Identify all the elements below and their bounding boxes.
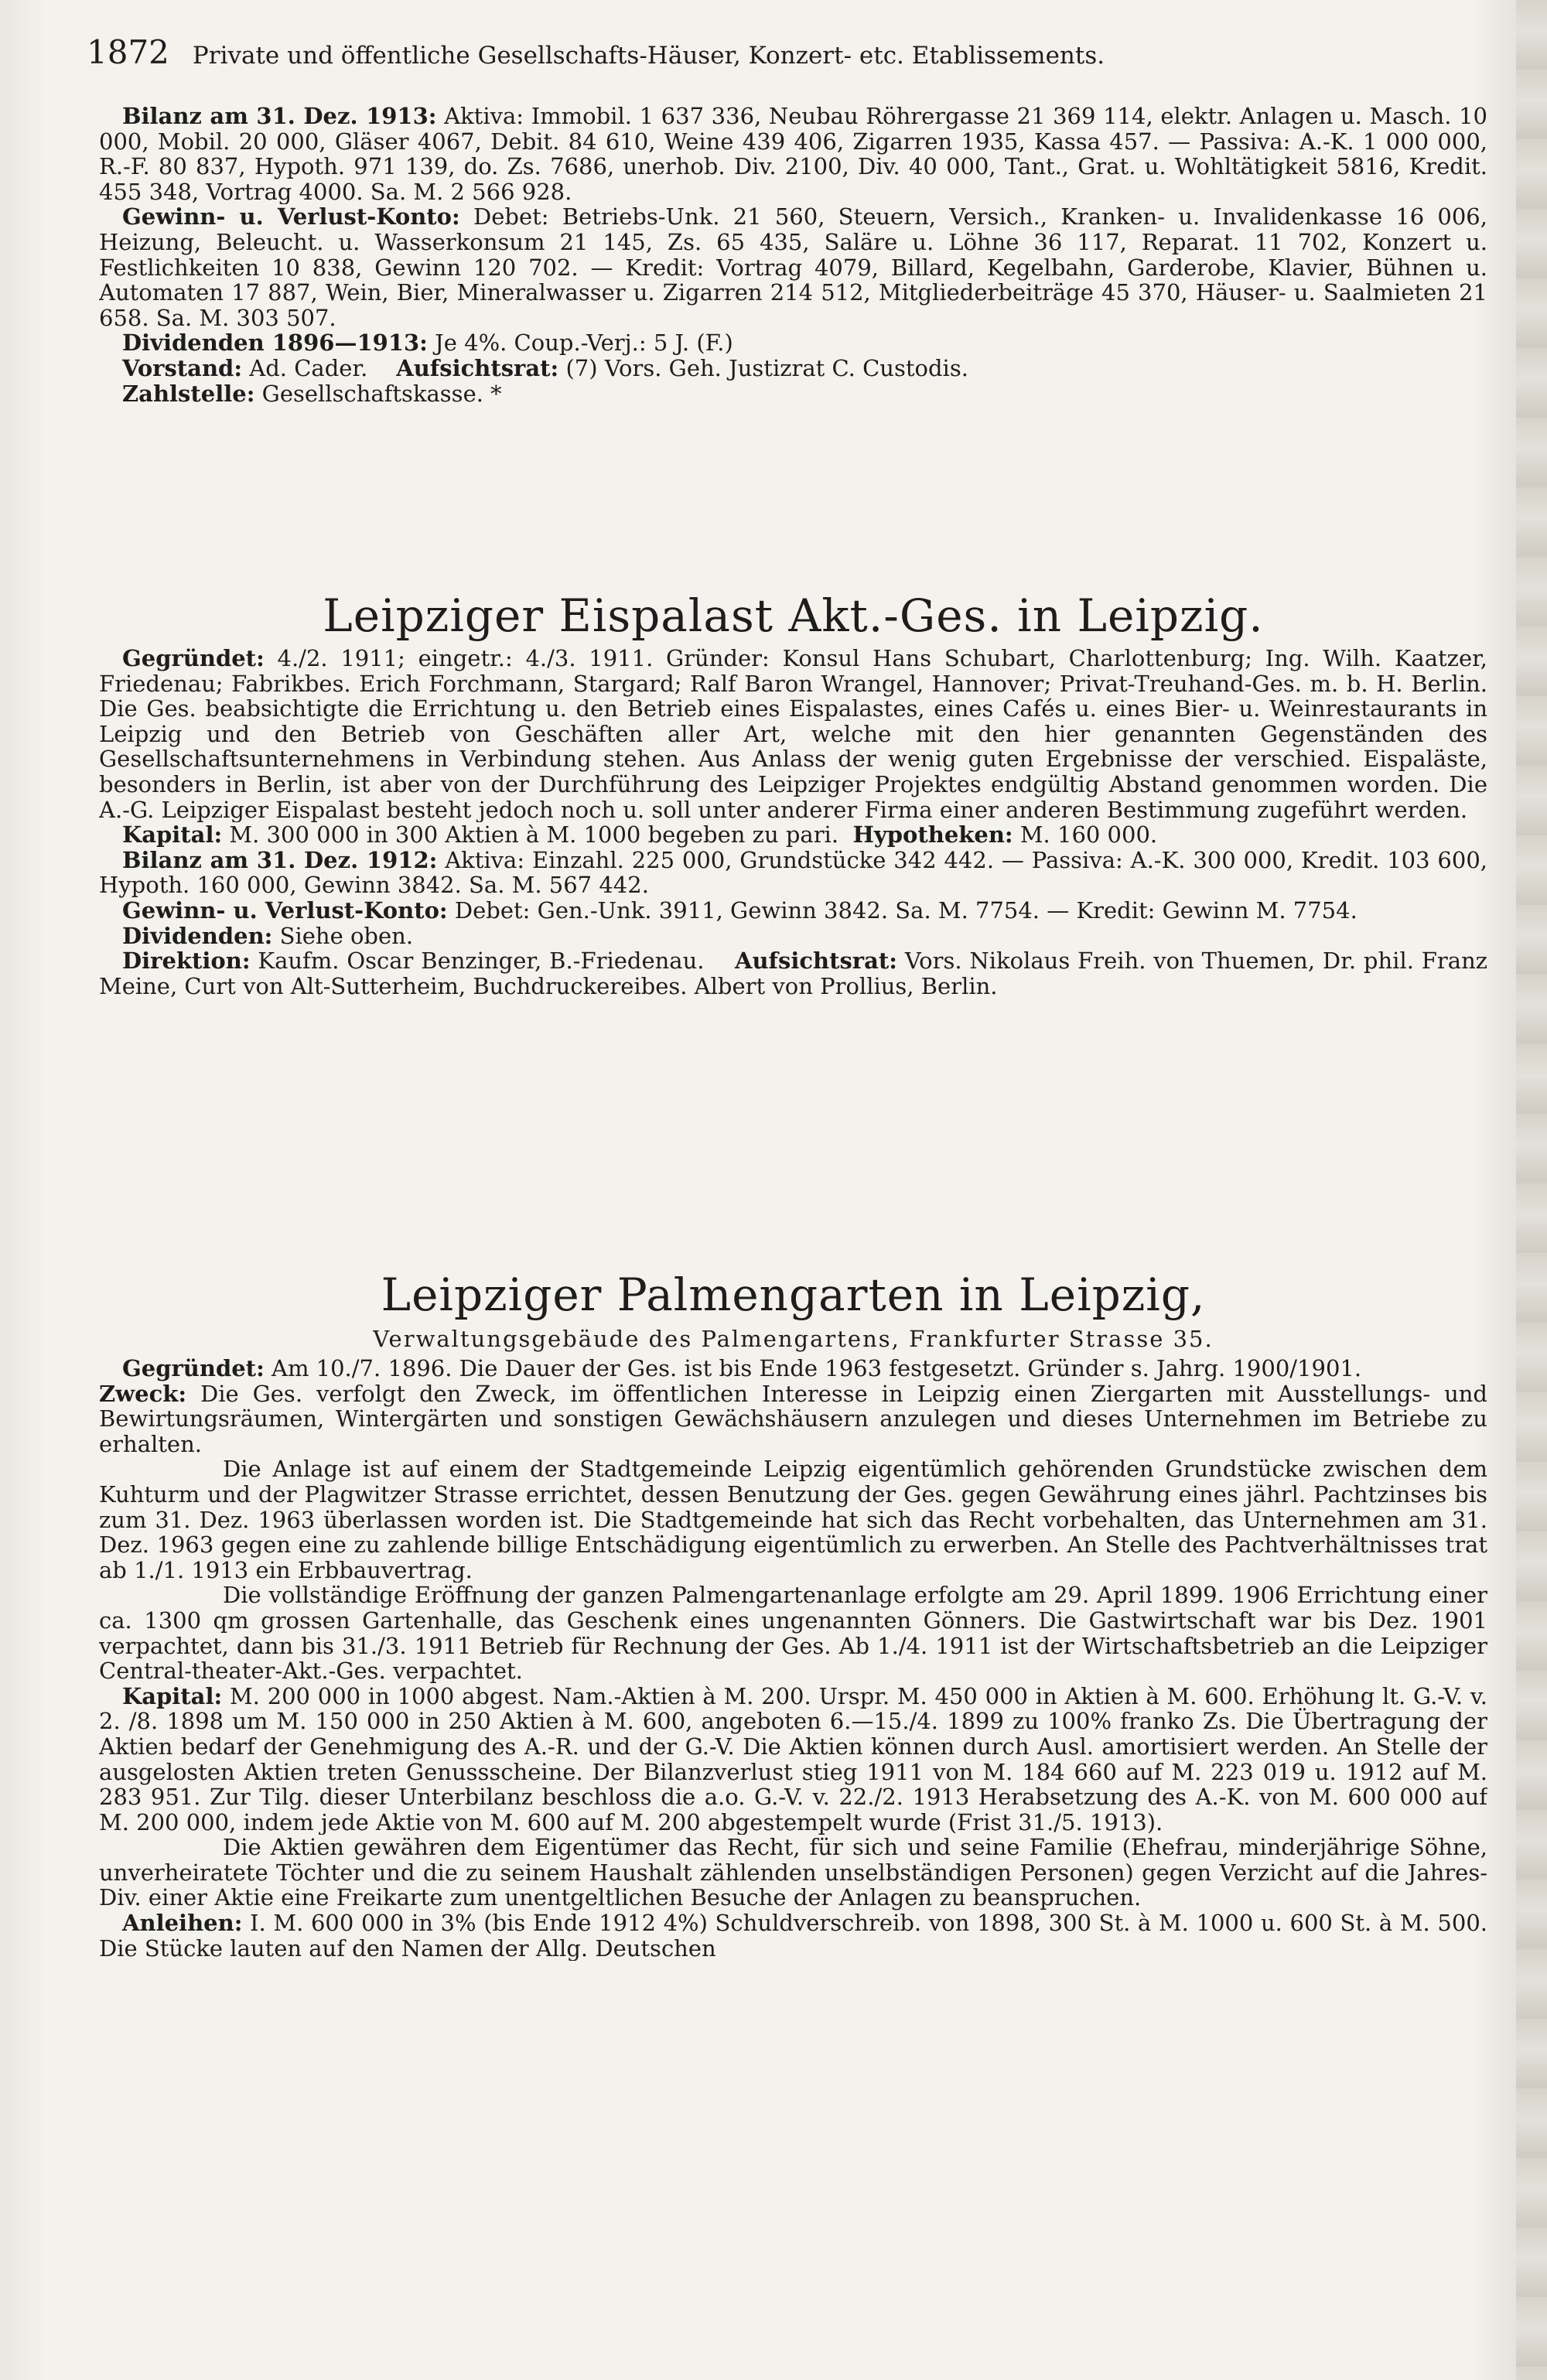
bilanz-text: Aktiva: Einzahl. 225 000, Grundstücke 342 442. — Passiva: A.-K. 300 000, Kredit. 103 600, Hypoth. 160 000, Gewinn 3842. Sa. M. 567 442. — [99, 847, 1487, 898]
bilanz-label: Bilanz am 31. Dez. 1913: — [122, 104, 437, 129]
zweck-paragraph — [99, 1381, 1487, 1457]
aufsichtsrat-text: Vors. Nikolaus Freih. von Thuemen, Dr. phil. Franz Meine, Curt von Alt-Sutterheim, Buchdruckereibes. Albert von Prollius, Berlin. — [99, 948, 1487, 999]
kapital-paragraph — [99, 822, 1487, 848]
aufsichtsrat-label: Aufsichtsrat: — [734, 948, 897, 975]
aktien-paragraph: Die Aktien gewähren dem Eigentümer das Recht, für sich und seine Familie (Ehefrau, minderjährige Söhne, unverheiratete Töchter und die zu seinem Haushalt zählenden unselbständigen Personen) gegen Verzicht auf die Jahres-Div. einer Aktie eine Freikarte zum unentgeltlichen Besuche der Anlagen zu beanspruchen. — [99, 1835, 1487, 1911]
zweck-text: Die Ges. verfolgt den Zweck, im öffentlichen Interesse in Leipzig einen Ziergarten mit Ausstellungs- und Bewirtungsräumen, Wintergärten und sonstigen Gewächshäusern anzulegen und dieses Unternehmen im Betriebe zu erhalten. — [99, 1381, 1487, 1457]
page-edge-shadow — [1516, 0, 1547, 2380]
dividenden-text: Siehe oben. — [279, 923, 414, 949]
previous-company-section — [99, 104, 1487, 537]
bilanz-label: Bilanz am 31. Dez. 1912: — [122, 847, 438, 873]
bilanz-text: Aktiva: Immobil. 1 637 336, Neubau Röhrergasse 21 369 114, elektr. Anlagen u. Masch. 10 000, Mobil. 20 000, Gläser 4067, Debit. 84 610, Weine 439 406, Zigarren 1935, Kassa 457. — Passiva: A.-K. 1 000 000, R.-F. 80 837, Hypoth. 971 139, do. Zs. 7686, unerhob. Div. 2100, Div. 40 000, Tant., Grat. u. Wohltätigkeit 5816, Kredit. 455 348, Vortrag 4000. Sa. M. 2 566 928. — [99, 104, 1487, 205]
anleihen-label: Anleihen: — [122, 1910, 243, 1937]
running-header — [87, 29, 1479, 76]
gegruendet-label: Gegründet: — [122, 1356, 265, 1381]
guv-text: Debet: Gen.-Unk. 3911, Gewinn 3842. Sa. M. 7754. — Kredit: Gewinn M. 7754. — [454, 897, 1357, 924]
direktion-label: Direktion: — [122, 948, 251, 975]
zahlstelle-text: Gesellschaftskasse. * — [261, 381, 502, 407]
aufsichtsrat-label: Aufsichtsrat: — [396, 355, 559, 381]
hypotheken-text: M. 160 000. — [1019, 822, 1158, 848]
eroeffnung-paragraph: Die vollständige Eröffnung der ganzen Palmengartenanlage erfolgte am 29. April 1899. 1906 Errichtung einer ca. 1300 qm grossen Gartenhalle, das Geschenk eines ungenannten Gönners. Die Gastwirtschaft war bis Dez. 1901 verpachtet, dann bis 31./3. 1911 Betrieb für Rechnung der Ges. Ab 1./4. 1911 ist der Wirtschaftsbetrieb an die Leipziger Central-theater-Akt.-Ges. verpachtet. — [99, 1583, 1487, 1684]
dividenden-paragraph — [99, 330, 1487, 356]
gegruendet-text: 4./2. 1911; eingetr.: 4./3. 1911. Gründer: Konsul Hans Schubart, Charlottenburg; Ing. Wilh. Kaatzer, Friedenau; Fabrikbes. Erich Forchmann, Stargard; Ralf Baron Wrangel, Hannover; Privat-Treuhand-Ges. m. b. H. Berlin. Die Ges. beabsichtigte die Errichtung u. den Betrieb eines Eispalastes, eines Cafés u. eines Bier- u. Weinrestaurants in Leipzig und den Betrieb von Geschäften aller Art, welche mit den hier genannten Gegenständen des Gesellschaftsunternehmens in Verbindung stehen. Aus Anlass der wenig guten Ergebnisse der verschied. Eispaläste, besonders in Berlin, ist aber von der Durchführung des Leipziger Projektes endgültig Abstand genommen worden. Die A.-G. Leipziger Eispalast besteht jedoch noch u. soll unter anderer Firma einer anderen Bestimmung zugeführt werden. — [99, 646, 1487, 823]
guv-label: Gewinn- u. Verlust-Konto: — [122, 204, 460, 230]
dividenden-label: Dividenden: — [122, 923, 273, 949]
gegruendet-label: Gegründet: — [122, 646, 265, 671]
bilanz-1913-paragraph — [99, 104, 1487, 204]
eispalast-section — [99, 586, 1487, 1243]
kapital-text: M. 300 000 in 300 Aktien à M. 1000 begeben zu pari. — [229, 822, 839, 848]
palmengarten-title: Leipziger Palmengarten in Leipzig, — [381, 1269, 1206, 1321]
guv-paragraph — [99, 204, 1487, 330]
kapital-label: Kapital: — [122, 822, 223, 848]
zahlstelle-label: Zahlstelle: — [122, 381, 255, 407]
anleihen-paragraph — [99, 1910, 1487, 1961]
eispalast-title: Leipziger Eispalast Akt.-Ges. in Leipzig. — [323, 589, 1264, 642]
vorstand-text: Ad. Cader. — [249, 355, 368, 381]
guv-text: Debet: Betriebs-Unk. 21 560, Steuern, Versich., Kranken- u. Invalidenkasse 16 006, Heizung, Beleucht. u. Wasserkonsum 21 145, Zs. 65 435, Saläre u. Löhne 36 117, Reparat. 11 702, Konzert u. Festlichkeiten 10 838, Gewinn 120 702. — Kredit: Vortrag 4079, Billard, Kegelbahn, Garderobe, Klavier, Bühnen u. Automaten 17 887, Wein, Bier, Mineralwasser u. Zigarren 214 512, Mitgliederbeiträge 45 370, Häuser- u. Saalmieten 21 658. Sa. M. 303 507. — [99, 204, 1487, 331]
dividenden-text: Je 4%. Coup.-Verj.: 5 J. (F.) — [435, 330, 733, 356]
guv-label: Gewinn- u. Verlust-Konto: — [122, 897, 448, 924]
guv-paragraph — [99, 898, 1487, 924]
running-title: Private und öffentliche Gesellschafts-Häuser, Konzert- etc. Etablissements. — [192, 42, 1105, 70]
gegruendet-paragraph — [99, 646, 1487, 822]
kapital-text: M. 200 000 in 1000 abgest. Nam.-Aktien à M. 200. Urspr. M. 450 000 in Aktien à M. 600. Erhöhung lt. G.-V. v. 2. /8. 1898 um M. 150 000 in 250 Aktien à M. 600, angeboten 6.—15./4. 1899 zu 100% franko Zs. Die Übertragung der Aktien bedarf der Genehmigung des A.-R. und der G.-V. Die Aktien können durch Ausl. amortisiert werden. An Stelle der ausgelosten Aktien treten Genussscheine. Der Bilanzverlust stieg 1911 von M. 184 660 auf M. 223 019 u. 1912 auf M. 283 951. Zur Tilg. dieser Unterbilanz beschloss die a.o. G.-V. v. 22./2. 1913 Herabsetzung des A.-K. von M. 600 000 auf M. 200 000, indem jede Aktie von M. 600 auf M. 200 abgestempelt wurde (Frist 31./5. 1913). — [99, 1683, 1487, 1835]
kapital-paragraph — [99, 1684, 1487, 1835]
bilanz-1912-paragraph — [99, 848, 1487, 898]
zweck-label: Zweck: — [99, 1381, 187, 1407]
page-number: 1872 — [87, 33, 169, 71]
anlage-paragraph: Die Anlage ist auf einem der Stadtgemeinde Leipzig eigentümlich gehörenden Grundstücke zwischen dem Kuhturm und der Plagwitzer Strasse errichtet, dessen Benutzung der Ges. gegen Gewährung eines jährl. Pachtzinses bis zum 31. Dez. 1963 überlassen worden ist. Die Stadtgemeinde hat sich das Recht vorbehalten, das Unternehmen am 31. Dez. 1963 gegen eine zu zahlende billige Entschädigung eigentümlich zu erwerben. An Stelle des Pachtverhältnisses trat ab 1./1. 1913 ein Erbbauvertrag. — [99, 1456, 1487, 1583]
kapital-label: Kapital: — [122, 1683, 223, 1709]
zahlstelle-paragraph — [99, 381, 1487, 407]
direktion-paragraph — [99, 948, 1487, 999]
vorstand-label: Vorstand: — [122, 355, 243, 381]
gegruendet-paragraph — [99, 1356, 1487, 1381]
direktion-text: Kaufm. Oscar Benzinger, B.-Friedenau. — [258, 948, 705, 975]
aufsichtsrat-text: (7) Vors. Geh. Justizrat C. Custodis. — [565, 355, 968, 381]
hypotheken-label: Hypotheken: — [852, 822, 1013, 848]
anleihen-text: I. M. 600 000 in 3% (bis Ende 1912 4%) Schuldverschreib. von 1898, 300 St. à M. 1000 u. 600 St. à M. 500. Die Stücke lauten auf den Namen der Allg. Deutschen — [99, 1910, 1487, 1962]
dividenden-label: Dividenden 1896—1913: — [122, 330, 428, 356]
palmengarten-section — [99, 1265, 1487, 2378]
dividenden-paragraph — [99, 924, 1487, 949]
vorstand-paragraph — [99, 356, 1487, 381]
palmengarten-subtitle: Verwaltungsgebäude des Palmengartens, Frankfurter Strasse 35. — [373, 1326, 1214, 1352]
gegruendet-text: Am 10./7. 1896. Die Dauer der Ges. ist bis Ende 1963 festgesetzt. Gründer s. Jahrg. 1900/1901. — [271, 1356, 1362, 1381]
